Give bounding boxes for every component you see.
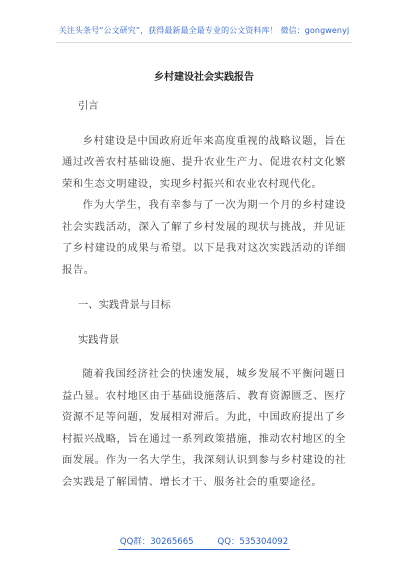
header-divider <box>56 42 352 43</box>
header-promo-text: 关注头条号“公文研究”，获得最新最全最专业的公文资料库！ 微信：gongwenyj <box>58 26 350 35</box>
intro-paragraph-1: 乡村建设是中国政府近年来高度重视的战略议题，旨在通过改善农村基础设施、提升农业生产力、促进农村文化繁荣和生态文明建设，实现乡村振兴和农业农村现代化。 <box>62 134 346 190</box>
section-1-heading: 一、实践背景与目标 <box>78 299 171 311</box>
background-paragraph: 随着我国经济社会的快速发展，城乡发展不平衡问题日益凸显。农村地区由于基础设施落后、教育资源匮乏、医疗资源不足等问题，发展相对滞后。为此，中国政府提出了乡村振兴战略，旨在通过一系列政策措施，推动农村地区的全面发展。作为一名大学生，我深刻认识到参与乡村建设的社会实践是了解国情、增长才干、服务社会的重要途径。 <box>62 368 346 488</box>
footer-qq-group: QQ群：30265665 <box>119 537 194 547</box>
footer-underline <box>118 549 290 550</box>
document-title: 乡村建设社会实践报告 <box>154 72 254 83</box>
footer-contact <box>0 535 408 547</box>
intro-heading: 引言 <box>78 100 99 112</box>
footer-qq: QQ：535304092 <box>217 537 289 547</box>
document-body <box>62 96 346 493</box>
subsection-heading: 实践背景 <box>78 333 120 346</box>
intro-paragraph-2: 作为大学生，我有幸参与了一次为期一个月的乡村建设社会实践活动，深入了解了乡村发展的现状与挑战，并见证了乡村建设的成果与希望。以下是我对这次实践活动的详细报告。 <box>62 199 346 276</box>
